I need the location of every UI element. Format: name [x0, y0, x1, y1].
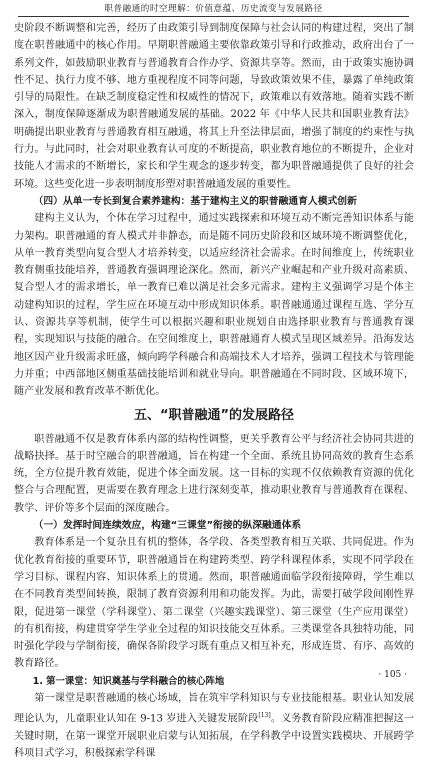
page-number: · 105 · [378, 670, 407, 680]
subheading-1: （一）发挥时间连续效应，构建“三课堂”衔接的纵深融通体系 [33, 520, 302, 532]
paragraph-5-end: 。义务教育阶段应精准把握这一关键时期，在第一课堂开展职业启蒙与认知拓展，在学科教学中设置实践模块、开展跨学科项目式学习，积极探索学科课 [14, 713, 415, 759]
paragraph-5-text: 第一课堂是职普融通的核心场域，旨在筑牢学科知识与专业技能根基。职业认知发展理论认为，儿童职业认知在 9-13 岁进入关键发展阶段 [14, 692, 414, 725]
paragraph-3: 职普融通不仅是教育体系内部的结构性调整，更关乎教育公平与经济社会协同共进的战略抉择。基于时空融合的职普融通，旨在构建一个全面、系统且协同高效的教育生态系统，全方位提升教育效能，促进个体全面发展。这一目标的实现不仅依赖教育资源的优化整合与合理配置，更需要在教育理念上进行深刻变革，推动职业教育与普通教育在课程、教学、评价等多个层面的深度融合。 [14, 433, 414, 514]
article-body [14, 20, 414, 762]
subheading-4: （四）从单一专长到复合素养建构：基于建构主义的职普融通育人模式创新 [33, 195, 357, 207]
subsubheading-1: 1. 第一课堂：知识奠基与学科融合的核心阵地 [32, 675, 225, 687]
paragraph-4: 教育体系是一个复杂且有机的整体，各学段、各类型教育相互关联、共同促进。作为优化教育衔接的重要环节，职普融通旨在构建跨类型、跨学科课程体系，实现不同学段在学习目标、课程内容、知识体系上的贯通。然而，职普融通面临学段衔接障碍，学生难以在不同教育类型间转换，限制了教育资源利用和功能发挥。为此，需要打破学段间刚性界限，促进第一课堂（学科课堂）、第二课堂（兴趣实践课堂）、第三课堂（生产应用课堂）的有机衔接，构建贯穿学生学业全过程的知识技能交互体系。三类课堂各具独特功能，同时强化学段与学制衔接，确保各阶段学习既有重点又相互补充，形成连贯、有序、高效的教育路径。 [14, 537, 414, 670]
running-header-title: 职普融通的时空理解：价值意蕴、历史流变与发展路径 [104, 4, 323, 14]
paragraph-5 [14, 690, 414, 762]
header-rule [18, 16, 409, 17]
paragraph-2: 建构主义认为，个体在学习过程中，通过实践探索和环境互动不断完善知识体系与能力架构。职普融通的育人模式并非静态，而是随不同历史阶段和区域环境不断调整优化，从单一教育类型向复合型人才培养转变，以适应经济社会需求。在时间维度上，传统职业教育侧重技能培养，普通教育强调理论深化。然而，新兴产业崛起和产业升级对高素质、复合型人才的需求增长，单一教育已难以满足社会多元需求。建构主义强调学习是个体主动建构知识的过程，学生应在环境互动中形成知识体系。职普融通通过课程互选、学分互认、资源共享等机制，使学生可以根据兴趣和职业规划自由选择职业教育与普通教育课程，实现知识与技能的融合。在空间维度上，职普融通育人模式呈现区域差异。沿海发达地区因产业升级需求旺盛，倾向跨学科融合和高端技术人才培养，强调工程技术与管理能力并重；中西部地区侧重基础技能培训和就业导向。职普融通在不同时段、区域环境下，随产业发展和教育改革不断优化。 [14, 213, 414, 398]
paragraph-1: 史阶段不断调整和完善，经历了由政策引导到制度保障与社会认同的构建过程，突出了制度在职普融通中的核心作用。早期职普融通主要依靠政策引导和行政推动，政府出台了一系列文件，如鼓励职业教育与普通教育合作办学、资源共享等。然而，由于政策实施协调性不足、执行力度不够、地方重视程度不同等问题，导致政策效果不佳，暴露了单纯政策引导的局限性。在缺乏制度稳定性和权威性的情况下，政策难以有效落地。随着实践不断深入，制度保障逐渐成为职普融通发展的基础。2022 年《中华人民共和国职业教育法》明确提出职业教育与普通教育相互融通，将其上升至法律层面，增强了制度的约束性与执行力。与此同时，社会对职业教育认可度的不断提高，职业教育地位的不断提升，企业对技能人才需求的不断增长，家长和学生观念的逐步转变，都为职普融通提供了良好的社会环境。这些变化进一步表明制度形塑对职普融通发展的重要性。 [14, 23, 414, 190]
section-heading-5: 五、“职普融通”的发展路径 [133, 407, 295, 423]
citation-ref: [13] [258, 711, 271, 719]
